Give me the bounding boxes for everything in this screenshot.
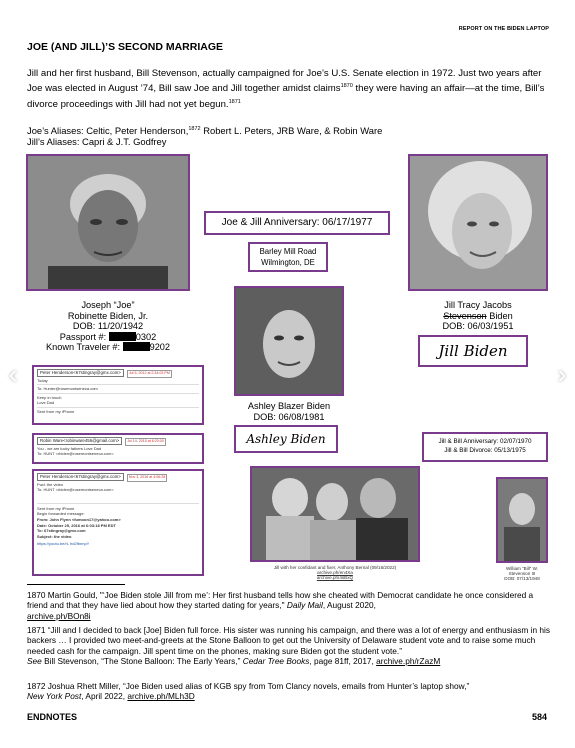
email-date: Nov 3, 2016 at 4:06:28 (127, 474, 167, 482)
jill-dob: DOB: 06/03/1951 (442, 321, 514, 332)
footnote-link[interactable]: archive.ph/MLh3D (127, 691, 195, 702)
jill-bill-anniversary: Jill & Bill Anniversary: 02/07/1970 (438, 438, 532, 445)
footnote-divider (27, 584, 125, 585)
email-body-line: Begin forwarded message: (37, 511, 85, 517)
ashley-info (224, 401, 354, 422)
email-subject: Fwd: the video (37, 481, 64, 487)
redaction-bar (123, 342, 150, 351)
joe-info (26, 300, 190, 353)
footnote-ref-1870[interactable]: 1870 (340, 83, 353, 90)
intro-text-2: they were having an affair—at the time, Bill’s divorce proceedings with Jill had not yet begun. (27, 83, 545, 111)
bill-dob: DOB: 07/13/1948 (504, 576, 540, 582)
bill-portrait-image (498, 479, 546, 561)
footnote-text: “Jill and I decided to back [Joe] Biden full force. His sister was running his campaign, and there was a lot of energy and enthusiasm in his backers … I provided two meet-and-greets at the Stone Balloon to get out the University of Delaware student vote and to raise some much needed cash for the campaign. Jill spent time on the phones, making sure Biden got the student vote.” (27, 625, 551, 656)
jill-name-line-2 (408, 311, 548, 322)
email-date: Jul 14, 2015 at 6:20:00 (125, 438, 166, 446)
venue-line-2: Wilmington, DE (261, 258, 315, 267)
ashley-dob: DOB: 06/08/1981 (253, 411, 325, 422)
joe-passport (26, 332, 190, 343)
wedding-venue (248, 242, 328, 272)
center-caption-link-2[interactable]: archive.ph/4sBxQ (316, 575, 354, 581)
jill-name-line-1: Jill Tracy Jacobs (444, 300, 512, 310)
footnote-number: 1871 (27, 625, 46, 635)
joe-aliases-text: Joe’s Aliases: Celtic, Peter Henderson, (27, 125, 189, 137)
email-to: To: Hunter@rosemontseneca.com (37, 386, 98, 392)
footnote-text: Bill Stevenson, “The Stone Balloon: The Early Years,” (41, 656, 243, 667)
ashley-name: Ashley Blazer Biden (247, 401, 331, 411)
joe-aliases-text-2: Robert L. Peters, JRB Ware, & Robin Ware (200, 125, 383, 137)
joe-biden-photo (26, 154, 190, 291)
joe-portrait-image (28, 156, 188, 289)
joe-aliases (27, 124, 382, 137)
intro-paragraph (27, 68, 552, 112)
email-to: To: HUNT <rbiden@rosemontseneca.com> (37, 487, 114, 493)
footnote-see: See (27, 656, 42, 667)
joe-jill-anniversary: Joe & Jill Anniversary: 06/17/1977 (204, 211, 390, 235)
footnote-date: , April 2022, (81, 691, 128, 702)
jill-struck-surname: Stevenson (443, 310, 487, 321)
email-signature: Sent from my iPhone (37, 408, 75, 414)
footnote-ref-1872[interactable]: 1872 (188, 126, 201, 132)
ashley-signature: Ashley Biden (234, 425, 338, 453)
center-caption-link-1[interactable]: archive.ph/en4Xa (317, 570, 353, 576)
email-card-1[interactable] (32, 365, 204, 425)
email-link[interactable]: https://youtu.be/rL hd2fbnnpY (37, 541, 90, 547)
footer-section: ENDNOTES (27, 712, 78, 722)
email-from: Robin Ware<robinware456@gmail.com> (37, 437, 122, 445)
bill-caption (486, 566, 558, 582)
jill-bernal-photo (250, 466, 420, 562)
email-from: Peter Henderson<67stingray@gmx.com> (37, 369, 124, 377)
bill-stevenson-photo (496, 477, 548, 563)
ashley-portrait-image (236, 288, 342, 394)
bill-name-line-2: Stevenson III (508, 571, 536, 577)
email-from: Peter Henderson<67stingray@gmx.com> (37, 473, 124, 481)
joe-dob: DOB: 11/20/1942 (72, 321, 144, 332)
traveler-suffix: 9202 (149, 342, 171, 353)
email-date: Jul 5, 2012 at 2:34:03 PM (127, 370, 172, 378)
footnote-1870 (27, 590, 552, 621)
email-forward-from: From: John Flynn <fumoon17@yahoo.com> (37, 516, 121, 522)
email-forward-to: To: 67stingray@gmx.com (37, 528, 86, 534)
footnote-number: 1870 (27, 590, 46, 600)
jill-surname: Biden (486, 310, 513, 321)
redaction-bar (109, 332, 136, 341)
ashley-biden-photo (234, 286, 344, 396)
email-subject: Today (37, 377, 48, 383)
footnote-date: , August 2020, (322, 600, 376, 611)
footnote-link[interactable]: archive.ph/rZazM (376, 656, 441, 667)
footnote-ref-1871[interactable]: 1871 (228, 99, 241, 105)
bill-name-line-1: William “Bill” W. (506, 566, 538, 571)
footnote-source: New York Post (27, 691, 82, 702)
joe-name-line-2: Robinette Biden, Jr. (67, 310, 149, 321)
prev-page-arrow-icon[interactable]: ‹ (0, 357, 26, 393)
footnote-link[interactable]: archive.ph/BOn8i (27, 610, 91, 621)
passport-label: Passport #: (59, 331, 109, 342)
footnote-source: Cedar Tree Books (242, 656, 310, 667)
jill-info (408, 300, 548, 332)
jill-biden-photo (408, 154, 548, 291)
running-header: REPORT ON THE BIDEN LAPTOP (458, 26, 549, 32)
email-subject: You - we are lucky fathers Love Dad (37, 445, 102, 451)
center-photo-caption (245, 565, 425, 581)
email-to: To: HUNT <rbiden@rosemontseneca.com> (37, 451, 114, 457)
jill-bill-dates (422, 432, 548, 462)
joe-name-line-1: Joseph “Joe” (81, 300, 135, 310)
next-page-arrow-icon[interactable]: › (549, 357, 575, 393)
footnote-1872 (27, 681, 552, 702)
page-title: JOE (AND JILL)’S SECOND MARRIAGE (27, 41, 224, 53)
passport-suffix: 0302 (135, 331, 157, 342)
footnote-source: Daily Mail (286, 600, 323, 611)
jill-aliases: Jill’s Aliases: Capri & J.T. Godfrey (27, 136, 167, 147)
footnote-number: 1872 (27, 681, 46, 691)
page-number: 584 (531, 712, 547, 722)
footnote-text: Martin Gould, "‘Joe Biden stole Jill from me’: Her first husband tells how she cheated with Democrat candidate he once considered a friend and that they have lied about how they started dating for years," (27, 590, 534, 611)
email-body-line: Love Dad (37, 400, 55, 406)
jill-bill-divorce: Jill & Bill Divorce: 05/13/1975 (444, 447, 526, 454)
venue-line-1: Barley Mill Road (259, 247, 317, 256)
jill-portrait-image (410, 156, 546, 289)
group-photo-image (252, 468, 418, 560)
traveler-label: Known Traveler #: (45, 342, 123, 353)
email-forward-date: Date: October 25, 2016 at 6:03:18 PM EDT (37, 522, 116, 528)
footnote-text: Joshua Rhett Miller, “Joe Biden used alias of KGB spy from Tom Clancy novels, emails from Hunter’s laptop show,” (45, 681, 470, 691)
footnote-page: , page 81ff, 2017, (309, 656, 377, 667)
joe-known-traveler (26, 342, 190, 353)
center-caption-text: Jill with her confidant and fixer, Anthony Bernal (09/16/2022) (273, 565, 397, 570)
footnote-1871 (27, 625, 552, 667)
email-card-3[interactable] (32, 469, 204, 576)
email-body-line: Sent from my iPhone (37, 505, 75, 511)
jill-signature: Jill Biden (418, 335, 528, 367)
email-card-2[interactable] (32, 433, 204, 464)
intro-text-1: Jill and her first husband, Bill Stevenson, actually campaigned for Joe’s U.S. Senate election in 1972. Just two years after Joe was elected in August ’74, Bill saw Joe and Jill together amidst claims (27, 68, 542, 95)
email-body-line: Keep in touch (37, 394, 62, 400)
email-forward-subject: Subject: the video (37, 533, 72, 539)
